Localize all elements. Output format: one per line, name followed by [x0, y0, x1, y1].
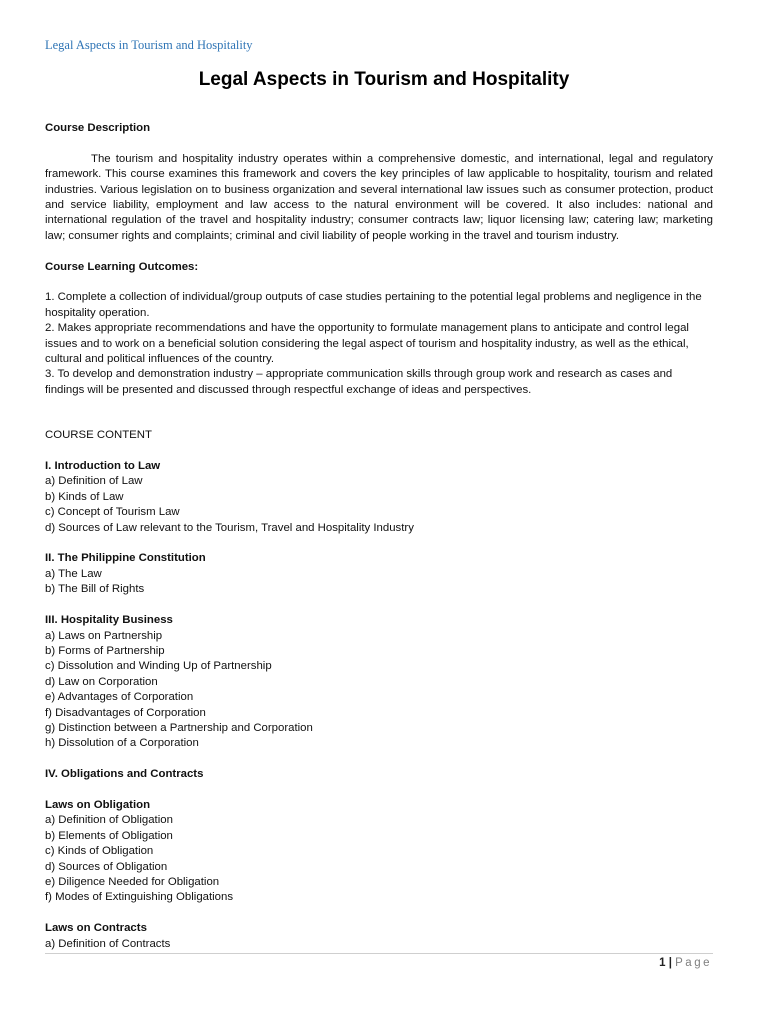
footer-separator: | [668, 957, 672, 969]
footer-divider [45, 953, 713, 954]
course-content-heading: COURSE CONTENT [45, 429, 152, 442]
document-body [45, 121, 713, 952]
running-header: Legal Aspects in Tourism and Hospitality [45, 38, 253, 52]
list-item: e) Advantages of Corporation [45, 691, 194, 704]
learning-outcome-item: 2. Makes appropriate recommendations and have the opportunity to formulate management plans to anticipate and control legal issues and to work on a beneficial solution considering the legal aspect of tourism and hospitality industry, as well as the ethical, cultural and political influences of the country. [45, 322, 689, 366]
list-item: g) Distinction between a Partnership and Corporation [45, 721, 313, 734]
list-item: a) The Law [45, 567, 102, 580]
list-item: a) Definition of Law [45, 475, 143, 488]
list-item: h) Dissolution of a Corporation [45, 737, 199, 750]
list-item: b) The Bill of Rights [45, 583, 145, 596]
list-item: b) Elements of Obligation [45, 829, 173, 842]
list-item: b) Forms of Partnership [45, 644, 165, 657]
list-item: c) Dissolution and Winding Up of Partnership [45, 660, 272, 673]
course-description-heading: Course Description [45, 122, 151, 134]
learning-outcomes-heading: Course Learning Outcomes: [45, 260, 199, 273]
list-item: d) Sources of Law relevant to the Tourism, Travel and Hospitality Industry [45, 521, 414, 534]
list-item: b) Kinds of Law [45, 490, 124, 503]
section-title: III. Hospitality Business [45, 614, 173, 627]
page-label: Page [675, 957, 712, 969]
section-title: IV. Obligations and Contracts [45, 768, 204, 781]
list-item: d) Sources of Obligation [45, 860, 168, 873]
subsection-title: Laws on Obligation [45, 798, 151, 811]
section-title: II. The Philippine Constitution [45, 552, 206, 565]
document-title: Legal Aspects in Tourism and Hospitality [198, 69, 570, 90]
list-item: f) Disadvantages of Corporation [45, 706, 206, 719]
list-item: d) Law on Corporation [45, 675, 158, 688]
learning-outcome-item: 3. To develop and demonstration industry – appropriate communication skills through group work and research as cases and findings will be presented and discussed through respectful exchange of ideas and perspectives. [45, 368, 673, 396]
list-item: c) Kinds of Obligation [45, 845, 154, 858]
list-item: c) Concept of Tourism Law [45, 506, 180, 519]
list-item: a) Definition of Obligation [45, 814, 173, 827]
page-footer [659, 957, 712, 969]
list-item: a) Definition of Contracts [45, 937, 171, 950]
course-description-text: The tourism and hospitality industry operates within a comprehensive domestic, and international, legal and regulatory framework. This course examines this framework and covers the key principles of law applicable to hospitality, tourism and related industries. Various legislation on to business organization and several international law issues such as consumer protection, product and service liability, employment and law access to the natural environment will be covered. It also includes: national and international regulation of the travel and hospitality industry; consumer contracts law; liquor licensing law; catering law; marketing law; consumer rights and complaints; criminal and civil liability of people working in the travel and tourism industry. [45, 152, 713, 242]
list-item: f) Modes of Extinguishing Obligations [45, 891, 234, 904]
list-item: e) Diligence Needed for Obligation [45, 875, 220, 888]
subsection-title: Laws on Contracts [45, 922, 147, 935]
list-item: a) Laws on Partnership [45, 629, 163, 642]
section-title: I. Introduction to Law [45, 460, 161, 473]
page-number: 1 [659, 957, 666, 969]
learning-outcome-item: 1. Complete a collection of individual/group outputs of case studies pertaining to the potential legal problems and negligence in the hospitality operation. [45, 291, 702, 319]
